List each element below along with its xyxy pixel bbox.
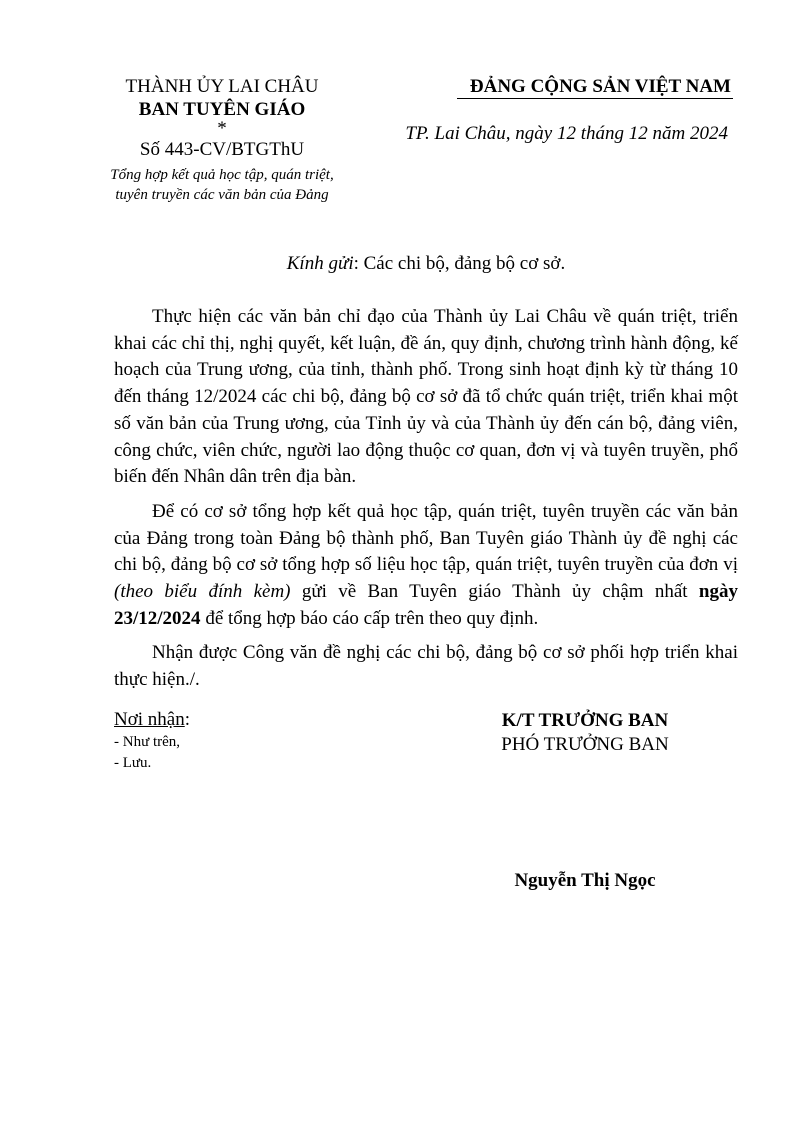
signature-block (480, 708, 690, 757)
recipients-list-label: Nơi nhận (114, 709, 185, 730)
recipients-list-heading (114, 708, 364, 732)
signer-name: Nguyễn Thị Ngọc (514, 870, 656, 891)
recipient-item: - Như trên, (114, 734, 181, 750)
star-separator: * (217, 118, 227, 139)
place-date: TP. Lai Châu, ngày 12 tháng 12 năm 2024 (405, 123, 728, 144)
signer-title: K/T TRƯỞNG BAN (501, 710, 669, 731)
body-paragraph-1: Thực hiện các văn bản chỉ đạo của Thành ủy Lai Châu về quán triệt, triển khai các chỉ thị, nghị quyết, kết luận, đề án, quy định, chương trình hành động, kế hoạch của Trung ương, của tỉnh, thành phố. Trong sinh hoạt định kỳ từ tháng 10 đến tháng 12/2024 các chi bộ, đảng bộ cơ sở đã tổ chức quán triệt, triển khai một số văn bản của Trung ương, của Tỉnh ủy và của Thành ủy đến cán bộ, đảng viên, công chức, viên chức, người lao động thuộc cơ quan, đơn vị và tuyên truyền, phổ biến đến Nhân dân trên địa bàn. (114, 306, 738, 488)
recipient-text: : Các chi bộ, đảng bộ cơ sở. (353, 253, 566, 274)
organization-name: BAN TUYÊN GIÁO (138, 99, 306, 120)
party-name-underline (457, 98, 733, 99)
party-name: ĐẢNG CỘNG SẢN VIỆT NAM (469, 76, 731, 97)
recipient-item: - Lưu. (114, 755, 152, 771)
attachment-note: (theo biểu đính kèm) (114, 581, 291, 603)
signer-position: PHÓ TRƯỞNG BAN (501, 734, 669, 755)
recipients-list-colon: : (184, 709, 191, 730)
recipient-label: Kính gửi (286, 253, 354, 274)
deadline-date: ngày 23/12/2024 (114, 581, 738, 629)
body-paragraph-3: Nhận được Công văn đề nghị các chi bộ, đảng bộ cơ sở phối hợp triển khai thực hiện./. (114, 642, 738, 691)
paragraph-2-text-1: Để có cơ sở tổng hợp kết quả học tập, quán triệt, tuyên truyền các văn bản của Đảng trong toàn Đảng bộ thành phố, Ban Tuyên giáo Thành ủy đề nghị các chi bộ, đảng bộ cơ sở tổng hợp số liệu học tập, quán triệt, tuyên truyền của đơn vị (114, 500, 738, 576)
recipients-list-block (114, 708, 364, 774)
parent-organization: THÀNH ỦY LAI CHÂU (125, 76, 319, 97)
issuing-authority-block (97, 75, 347, 205)
body-paragraph-2 (114, 499, 738, 633)
paragraph-2-text-2: gửi về Ban Tuyên giáo Thành ủy chậm nhất (290, 581, 699, 603)
document-number: Số 443-CV/BTGThU (139, 139, 305, 160)
document-subject (97, 165, 347, 205)
paragraph-2-text-3: để tổng hợp báo cáo cấp trên theo quy định. (200, 607, 539, 629)
recipient-line (0, 252, 794, 276)
document-body (114, 304, 738, 702)
subject-line-1: Tổng hợp kết quả học tập, quán triệt, (110, 167, 334, 183)
subject-line-2: tuyên truyền các văn bản của Đảng (115, 187, 329, 203)
